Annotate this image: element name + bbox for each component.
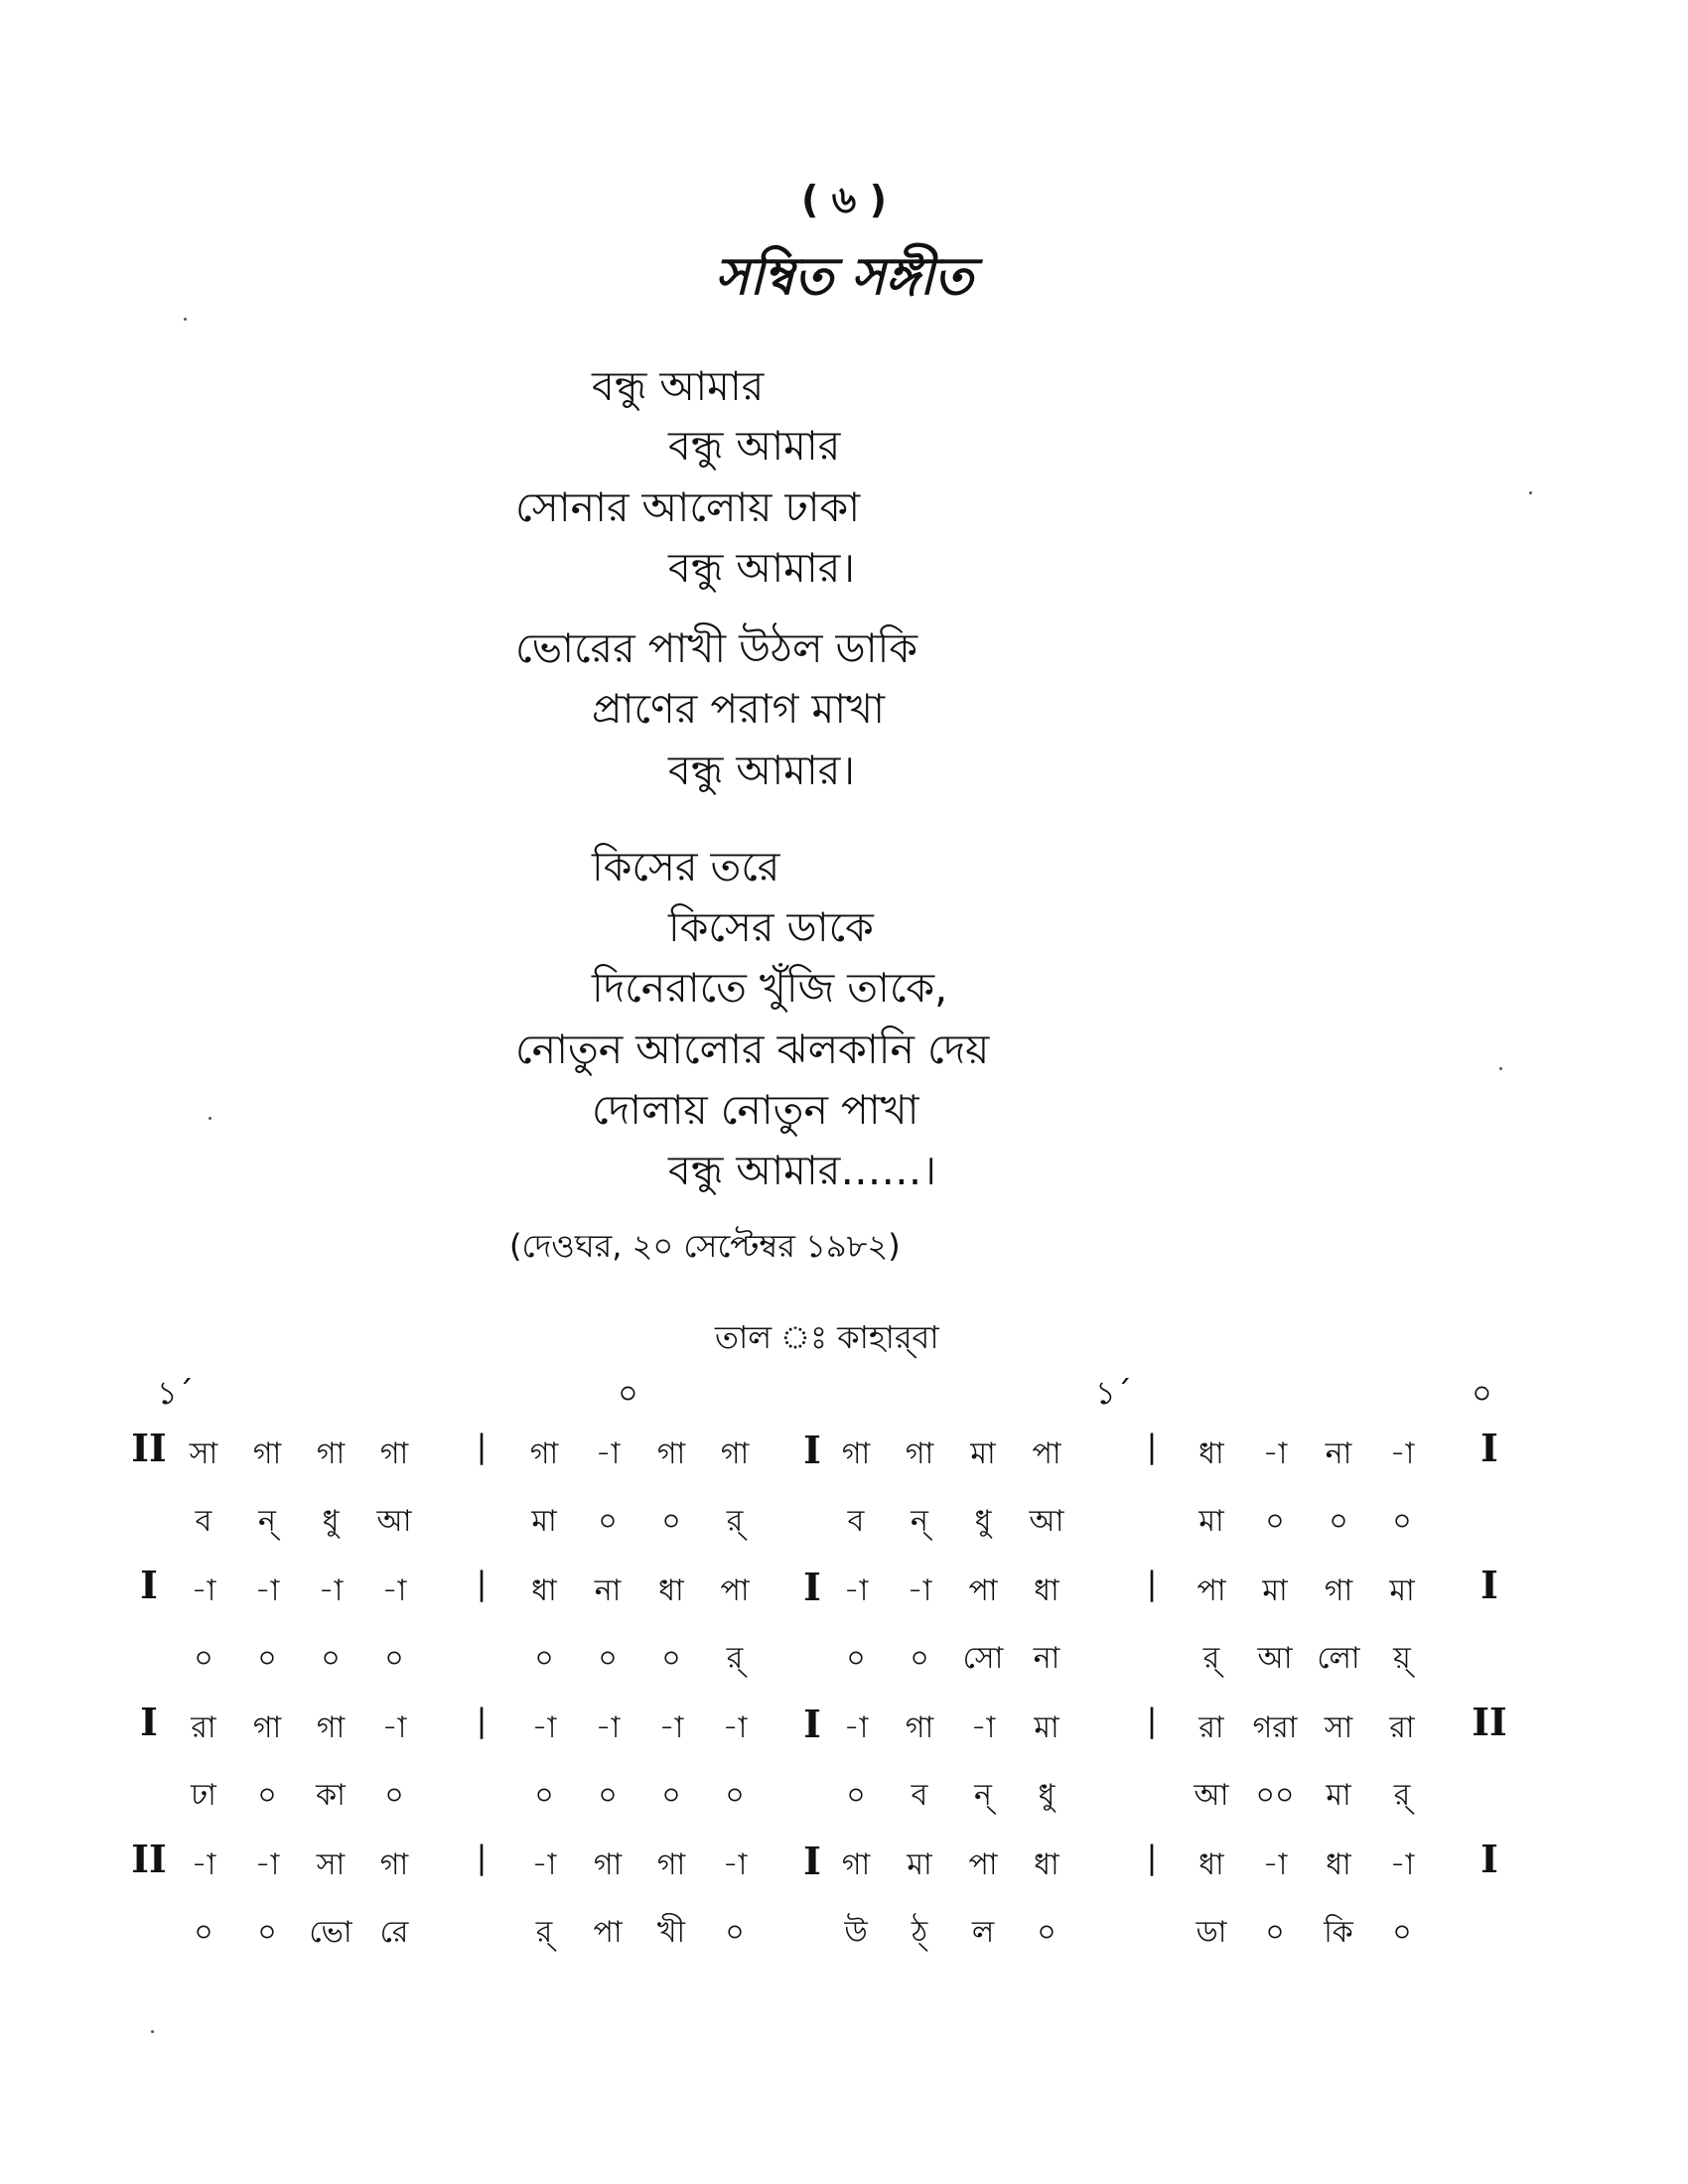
swara-note: -া [254, 1573, 280, 1608]
row-start-bar: I [140, 1700, 158, 1744]
swara-note: ধা [1198, 1847, 1224, 1882]
lyric-syllable: র্ [1202, 1641, 1220, 1676]
lyric-line: কিসের তরে [592, 843, 780, 890]
lyric-line: বন্ধু আমার। [668, 544, 856, 592]
lyric-syllable: ০ [534, 1778, 554, 1813]
swara-note: মা [970, 1436, 996, 1471]
row-start-bar: II [131, 1426, 167, 1470]
lyric-syllable: উ [844, 1915, 868, 1950]
lyric-syllable: সো [962, 1641, 1004, 1676]
swara-note: রা [1389, 1710, 1415, 1745]
lyric-line: বন্ধু আমার। [668, 747, 856, 794]
lyric-syllable: ব [847, 1504, 865, 1539]
swara-note: গা [1324, 1573, 1353, 1608]
swara-note: রা [191, 1710, 216, 1745]
lyric-syllable: র্ [726, 1504, 744, 1539]
lyric-syllable: ০ [725, 1915, 745, 1950]
swara-note: গা [316, 1710, 346, 1745]
lyric-line: নোতুন আলোর ঝলকানি দেয় [515, 1025, 990, 1073]
row-start-bar: I [140, 1563, 158, 1607]
speck [151, 2030, 154, 2033]
date-line: (দেওঘর, ২০ সেপ্টেম্বর ১৯৮২) [509, 1227, 901, 1265]
swara-note: পা [968, 1573, 998, 1608]
speck [209, 1117, 211, 1120]
lyric-syllable: ঢা [191, 1778, 216, 1813]
lyric-syllable: আ [1194, 1778, 1229, 1813]
swara-note: গা [656, 1847, 686, 1882]
lyric-syllable: ০ [725, 1778, 745, 1813]
swara-note: -া [722, 1847, 748, 1882]
swara-note: গা [529, 1436, 559, 1471]
lyric-syllable: ০ [846, 1778, 866, 1813]
swara-note: না [594, 1573, 622, 1608]
lyric-syllable: ০ [257, 1778, 277, 1813]
lyric-syllable: ০ [257, 1915, 277, 1950]
lyric-syllable: ০ [846, 1641, 866, 1676]
swara-note: -া [970, 1710, 996, 1745]
swara-note: -া [843, 1573, 869, 1608]
lyric-syllable: ০ [1265, 1504, 1285, 1539]
measure-bar: | [1146, 1839, 1158, 1876]
swara-note: সা [316, 1847, 346, 1882]
lyric-syllable: ০০ [1255, 1778, 1295, 1813]
swara-note: -া [381, 1710, 407, 1745]
taal-label: তাল ঃ কাহার্‌বা [715, 1318, 939, 1356]
row-end-bar: I [1480, 1426, 1498, 1470]
lyric-syllable: রে [379, 1915, 409, 1950]
lyric-line: প্রাণের পরাগ মাখা [592, 685, 885, 733]
lyric-syllable: মা [1198, 1504, 1224, 1539]
measure-bar: | [476, 1839, 488, 1876]
lyric-syllable: ০ [384, 1641, 404, 1676]
swara-note: মা [907, 1847, 932, 1882]
lyric-syllable: ০ [661, 1641, 681, 1676]
measure-bar: | [1146, 1702, 1158, 1739]
swara-note: ধা [1034, 1573, 1059, 1608]
lyric-line: বন্ধু আমার [592, 362, 765, 410]
lyric-syllable: না [1033, 1641, 1060, 1676]
lyric-syllable: ভো [309, 1915, 352, 1950]
lyric-syllable: য়্ [1393, 1641, 1411, 1676]
swara-note: -া [595, 1710, 621, 1745]
lyric-syllable: আ [1257, 1641, 1293, 1676]
swara-note: -া [531, 1710, 557, 1745]
lyric-syllable: ০ [598, 1504, 618, 1539]
swara-note: -া [191, 1573, 216, 1608]
lyric-syllable: ০ [257, 1641, 277, 1676]
swara-note: ধা [1198, 1436, 1224, 1471]
swara-note: পা [1032, 1436, 1061, 1471]
lyric-syllable: ০ [384, 1778, 404, 1813]
speck [1499, 1067, 1502, 1070]
lyric-syllable: ০ [910, 1641, 929, 1676]
lyric-syllable: কা [316, 1778, 346, 1813]
lyric-syllable: ০ [661, 1778, 681, 1813]
beat-mark: ১´ [1095, 1374, 1132, 1412]
lyric-syllable: র্ [535, 1915, 553, 1950]
lyric-syllable: ব [911, 1778, 928, 1813]
lyric-syllable: ০ [321, 1641, 341, 1676]
swara-note: -া [1262, 1847, 1288, 1882]
swara-note: -া [595, 1436, 621, 1471]
lyric-syllable: ০ [598, 1778, 618, 1813]
measure-bar: | [476, 1428, 488, 1465]
swara-note: মা [1389, 1573, 1415, 1608]
lyric-syllable: ব [195, 1504, 212, 1539]
page-number: ( ৬ ) [801, 178, 887, 221]
swara-note: -া [1262, 1436, 1288, 1471]
swara-note: গা [720, 1436, 750, 1471]
swara-note: গা [656, 1436, 686, 1471]
lyric-syllable: ০ [1392, 1504, 1412, 1539]
swara-note: -া [722, 1710, 748, 1745]
beat-mark: ০ [1472, 1374, 1492, 1412]
swara-note: -া [1389, 1436, 1415, 1471]
lyric-syllable: মা [1326, 1778, 1351, 1813]
swara-note: গরা [1252, 1710, 1298, 1745]
lyric-syllable: মা [531, 1504, 557, 1539]
lyric-syllable: খী [656, 1915, 686, 1950]
swara-note: গা [379, 1436, 409, 1471]
swara-note: মা [1262, 1573, 1288, 1608]
swara-note: পা [720, 1573, 750, 1608]
row-end-bar: II [1472, 1700, 1507, 1744]
swara-note: রা [1198, 1710, 1224, 1745]
lyric-syllable: ০ [194, 1915, 213, 1950]
swara-note: ধা [531, 1573, 557, 1608]
lyric-syllable: র্ [1393, 1778, 1411, 1813]
lyric-syllable: ন্ [974, 1778, 992, 1813]
swara-note: গা [905, 1710, 934, 1745]
lyric-line: দিনেরাতে খুঁজি তাকে, [592, 964, 948, 1012]
lyric-syllable: ঠ্ [911, 1915, 928, 1950]
lyric-line: বন্ধু আমার [668, 422, 841, 470]
beat-mark: ১´ [157, 1374, 194, 1412]
lyric-syllable: ন্ [258, 1504, 276, 1539]
swara-note: পা [1196, 1573, 1226, 1608]
lyric-line: বন্ধু আমার……। [668, 1147, 937, 1194]
swara-note: মা [1034, 1710, 1059, 1745]
swara-note: ধা [1034, 1847, 1059, 1882]
lyric-syllable: আ [376, 1504, 412, 1539]
lyric-syllable: পা [593, 1915, 623, 1950]
lyric-syllable: ০ [1265, 1915, 1285, 1950]
swara-note: পা [968, 1847, 998, 1882]
lyric-syllable: ধু [1038, 1778, 1055, 1813]
song-title: সম্বিত সঙ্গীত [715, 247, 973, 307]
swara-note: -া [843, 1710, 869, 1745]
measure-bar: | [476, 1702, 488, 1739]
swara-note: -া [191, 1847, 216, 1882]
swara-note: সা [1324, 1710, 1353, 1745]
lyric-syllable: ০ [1329, 1504, 1348, 1539]
measure-bar: I [803, 1839, 821, 1883]
measure-bar: | [1146, 1565, 1158, 1602]
lyric-syllable: ০ [598, 1641, 618, 1676]
lyric-syllable: ০ [1392, 1915, 1412, 1950]
swara-note: -া [254, 1847, 280, 1882]
lyric-syllable: র্ [726, 1641, 744, 1676]
measure-bar: I [803, 1428, 821, 1472]
row-start-bar: II [131, 1837, 167, 1881]
lyric-line: ভোরের পাখী উঠল ডাকি [515, 624, 918, 672]
swara-note: -া [658, 1710, 684, 1745]
swara-note: গা [252, 1436, 282, 1471]
swara-note: গা [905, 1436, 934, 1471]
lyric-syllable: ধু [974, 1504, 992, 1539]
lyric-syllable: ধু [322, 1504, 340, 1539]
swara-note: ধা [658, 1573, 684, 1608]
swara-note: -া [318, 1573, 344, 1608]
lyric-syllable: ০ [194, 1641, 213, 1676]
swara-note: ধা [1326, 1847, 1351, 1882]
swara-note: গা [593, 1847, 623, 1882]
lyric-syllable: আ [1029, 1504, 1064, 1539]
swara-note: -া [1389, 1847, 1415, 1882]
lyric-syllable: কি [1324, 1915, 1353, 1950]
swara-note: -া [531, 1847, 557, 1882]
row-end-bar: I [1480, 1563, 1498, 1607]
swara-note: না [1325, 1436, 1352, 1471]
measure-bar: I [803, 1565, 821, 1609]
swara-note: গা [841, 1436, 871, 1471]
measure-bar: | [1146, 1428, 1158, 1465]
speck [184, 318, 187, 321]
beat-mark: ০ [618, 1374, 638, 1412]
swara-note: সা [189, 1436, 218, 1471]
measure-bar: I [803, 1702, 821, 1746]
lyric-line: কিসের ডাকে [668, 903, 874, 951]
lyric-syllable: ০ [1037, 1915, 1056, 1950]
swara-note: গা [252, 1710, 282, 1745]
measure-bar: | [476, 1565, 488, 1602]
swara-note: গা [316, 1436, 346, 1471]
swara-note: গা [841, 1847, 871, 1882]
swara-note: -া [907, 1573, 932, 1608]
swara-note: -া [381, 1573, 407, 1608]
lyric-syllable: ০ [534, 1641, 554, 1676]
speck [1529, 491, 1532, 494]
lyric-line: সোনার আলোয় ঢাকা [515, 483, 861, 531]
lyric-syllable: ল [971, 1915, 995, 1950]
lyric-syllable: ন্ [911, 1504, 928, 1539]
lyric-syllable: ডা [1196, 1915, 1227, 1950]
lyric-line: দোলায় নোতুন পাখা [592, 1086, 919, 1134]
lyric-syllable: লো [1317, 1641, 1360, 1676]
row-end-bar: I [1480, 1837, 1498, 1881]
lyric-syllable: ০ [661, 1504, 681, 1539]
swara-note: গা [379, 1847, 409, 1882]
